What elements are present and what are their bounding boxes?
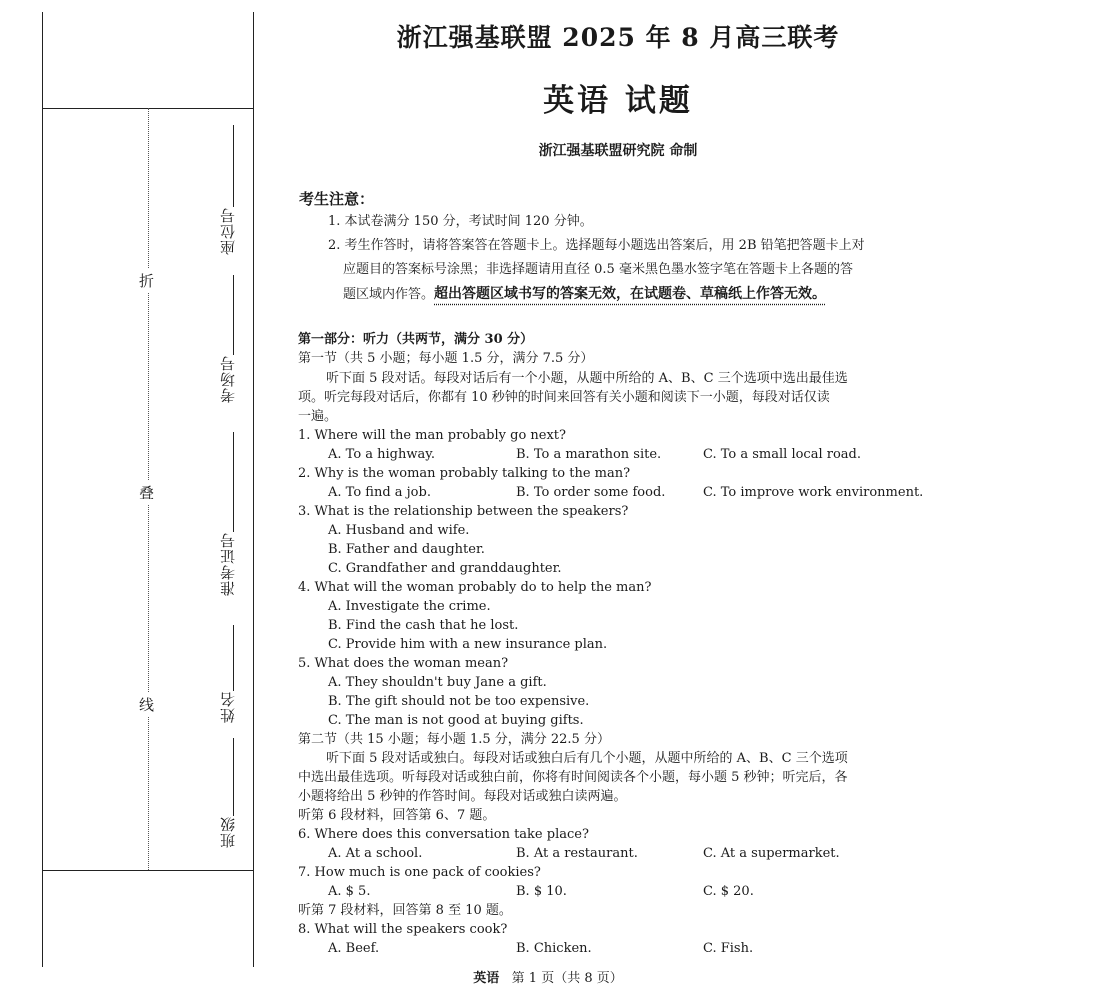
notice-item-2-line-3 (343, 283, 938, 306)
question-6: 6. Where does this conversation take place? (298, 827, 589, 842)
option-a: A. Investigate the crime. (328, 599, 491, 614)
option-c: C. At a supermarket. (703, 846, 840, 861)
material-heading: 听第 6 段材料，回答第 6、7 题。 (298, 808, 496, 823)
subject-title: 英语 试题 (543, 83, 693, 119)
directions-line: 一遍。 (298, 409, 338, 424)
seat-number-field[interactable] (212, 125, 242, 255)
notice-item-1: 1. 本试卷满分 150 分，考试时间 120 分钟。 (328, 214, 593, 229)
option-b: B. To a marathon site. (516, 447, 662, 462)
option-b: B. The gift should not be too expensive. (328, 694, 590, 709)
option-c: C. The man is not good at buying gifts. (328, 713, 584, 728)
notice-text: 题区域内作答。 (343, 287, 435, 302)
class-blank (233, 738, 234, 816)
page-number: 第 1 页（共 8 页） (511, 971, 623, 986)
option-a: A. They shouldn't buy Jane a gift. (328, 675, 547, 690)
material-heading: 听第 7 段材料，回答第 8 至 10 题。 (298, 903, 512, 918)
option-c: C. To improve work environment. (703, 485, 924, 500)
notice-item-2-line-1: 2. 考生作答时，请将答案答在答题卡上。选择题每小题选出答案后，用 2B 铅笔把答题卡上对 (328, 238, 865, 253)
name-field[interactable] (212, 625, 242, 723)
section-heading: 第一节（共 5 小题；每小题 1.5 分，满分 7.5 分） (298, 351, 594, 366)
question-7: 7. How much is one pack of cookies? (298, 865, 541, 880)
exam-room-blank (233, 275, 234, 355)
seat-number-blank (233, 125, 234, 207)
option-c: C. $ 20. (703, 884, 754, 899)
fold-label: 叠 (139, 480, 154, 505)
option-a: A. To a highway. (328, 447, 436, 462)
notice-heading: 考生注意： (299, 190, 375, 208)
directions-line: 听下面 5 段对话。每段对话后有一个小题，从题中所给的 A、B、C 三个选项中选出最佳选 (326, 371, 848, 386)
directions-line: 听下面 5 段对话或独白。每段对话或独白后有几个小题，从题中所给的 A、B、C 三个选项 (326, 751, 848, 766)
admission-ticket-field[interactable] (212, 432, 242, 596)
author-line: 浙江强基联盟研究院 命制 (538, 143, 698, 159)
option-a: A. To find a job. (328, 485, 431, 500)
option-a: A. Beef. (328, 941, 380, 956)
page-footer (298, 967, 798, 986)
question-2: 2. Why is the woman probably talking to the man? (298, 466, 631, 481)
directions-line: 小题将给出 5 秒钟的作答时间。每段对话或独白读两遍。 (298, 789, 627, 804)
margin-right-rule (253, 12, 254, 967)
option-c: C. Provide him with a new insurance plan. (328, 637, 608, 652)
section-heading: 第二节（共 15 小题；每小题 1.5 分，满分 22.5 分） (298, 732, 610, 747)
option-b: B. Chicken. (516, 941, 592, 956)
fold-label: 线 (139, 692, 154, 717)
class-label: 班级 (218, 816, 237, 848)
seat-number-label: 座位号 (218, 207, 237, 255)
exam-title: 浙江强基联盟 2025 年 8 月高三联考 (396, 23, 840, 52)
option-a: A. At a school. (328, 846, 423, 861)
footer-subject: 英语 (473, 971, 500, 986)
class-field[interactable] (212, 738, 242, 848)
notice-emphasis: 超出答题区域书写的答案无效，在试题卷、草稿纸上作答无效。 (434, 286, 827, 302)
question-4: 4. What will the woman probably do to help the man? (298, 580, 652, 595)
question-5: 5. What does the woman mean? (298, 656, 509, 671)
notice-item-2-line-2: 应题目的答案标号涂黑；非选择题请用直径 0.5 毫米黑色墨水签字笔在答题卡上各题的答 (343, 262, 853, 277)
option-b: B. To order some food. (516, 485, 666, 500)
option-b: B. Father and daughter. (328, 542, 485, 557)
option-c: C. Fish. (703, 941, 754, 956)
question-1: 1. Where will the man probably go next? (298, 428, 567, 443)
directions-line: 中选出最佳选项。听每段对话或独白前，你将有时间阅读各个小题，每小题 5 秒钟；听完后，各 (298, 770, 848, 785)
margin-left-rule (42, 12, 43, 967)
fold-label: 折 (139, 268, 154, 293)
exam-room-field[interactable] (212, 275, 242, 403)
option-a: A. $ 5. (328, 884, 371, 899)
option-c: C. Grandfather and granddaughter. (328, 561, 562, 576)
option-b: B. At a restaurant. (516, 846, 638, 861)
admission-ticket-blank (233, 432, 234, 532)
part-heading: 第一部分：听力（共两节，满分 30 分） (298, 332, 534, 347)
margin-bottom-rule (42, 870, 254, 871)
name-blank (233, 625, 234, 691)
binding-margin (0, 0, 260, 1000)
question-8: 8. What will the speakers cook? (298, 922, 508, 937)
option-b: B. Find the cash that he lost. (328, 618, 519, 633)
option-c: C. To a small local road. (703, 447, 861, 462)
admission-ticket-label: 准考证号 (218, 532, 237, 596)
question-3: 3. What is the relationship between the speakers? (298, 504, 629, 519)
option-a: A. Husband and wife. (328, 523, 470, 538)
option-b: B. $ 10. (516, 884, 567, 899)
exam-room-label: 考场号 (218, 355, 237, 403)
name-label: 姓名 (218, 691, 237, 723)
directions-line: 项。听完每段对话后，你都有 10 秒钟的时间来回答有关小题和阅读下一小题，每段对话仅读 (298, 390, 830, 405)
